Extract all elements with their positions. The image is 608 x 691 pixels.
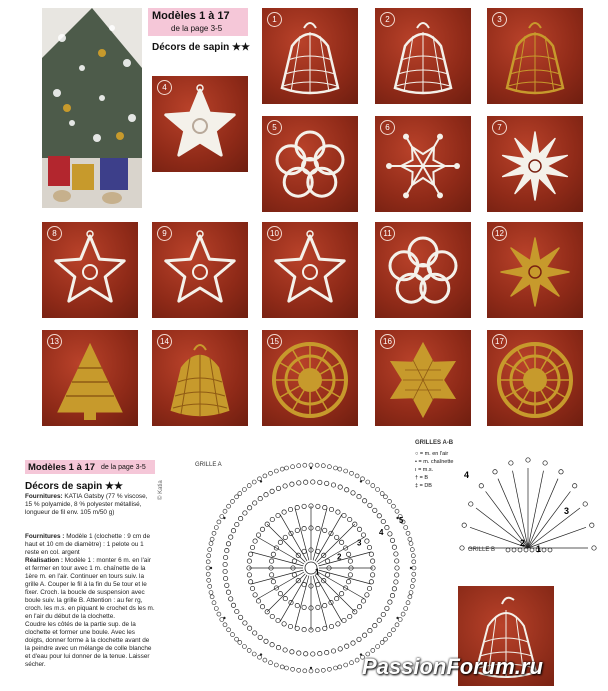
realisation-label: Réalisation : — [25, 557, 63, 564]
ornament-tile — [262, 330, 358, 426]
grille-a-label: GRILLE A — [195, 462, 222, 468]
fournitures2-text: Modèle 1 (clochette : 9 cm de haut et 10 cm de diamètre) : 1 pelote ou 1 reste en col. argent — [25, 533, 151, 556]
tile-number: 12 — [492, 226, 507, 241]
grille-b-round-label: 2 — [520, 538, 526, 548]
tile-number: 9 — [157, 226, 172, 241]
legend-item-tr: † = B — [415, 475, 429, 481]
realisation-paragraph — [25, 557, 155, 621]
ornament-tile — [375, 330, 471, 426]
legend-item-sc: ı = m.s. — [415, 467, 434, 473]
ornament-tile — [42, 222, 138, 318]
finish-text: Coudre les côtés de la partie sup. de la clochette et former une boule. Avec les doigts, donner forme à la clochette avant de la peindre avec un mélange de colle blanche et d'eau pour lui donner de la tenue. Laisser sécher. — [25, 621, 152, 668]
grille-a-round-label: 3 — [357, 538, 362, 548]
grille-b-round-label: 3 — [564, 506, 570, 516]
instructions-title: Modèles 1 à 17 — [28, 462, 96, 473]
legend-item-chain: ○ = m. en l'air — [415, 451, 449, 457]
realisation-text: Modèle 1 : monter 6 m. en l'air et fermer en tour avec 1 m. chaînette de la 1ère m. en l'air. Continuer en tours suiv. la grille A. Couper le fil à la fin du 5e tour et le fixer. Croch. la boucle de suspension avec boule suiv. la grille B. Attention : au fer rg, croch. les m.s. en piquant le crochet ds les m. en l'air du début de la clochette. — [25, 557, 155, 620]
watermark: PassionForum.ru — [362, 654, 543, 679]
fournitures2-paragraph — [25, 533, 155, 557]
ornament-tile — [487, 222, 583, 318]
legend-item-dtr: ‡ = DB — [415, 483, 432, 489]
page-subtitle: de la page 3-5 — [171, 24, 223, 33]
ornament-tile — [262, 116, 358, 212]
grille-a-round-label: 5 — [399, 515, 404, 525]
fournitures-label: Fournitures: — [25, 493, 63, 500]
instructions-subtitle: de la page 3-5 — [101, 464, 146, 471]
grille-a-round-label: 1 — [315, 567, 320, 577]
tile-number: 17 — [492, 334, 507, 349]
ornament-tile — [375, 116, 471, 212]
ornament-tile — [375, 222, 471, 318]
fournitures-paragraph — [25, 493, 155, 517]
tile-number: 6 — [380, 120, 395, 135]
ornament-tile — [375, 8, 471, 104]
tile-number: 13 — [47, 334, 62, 349]
fournitures2-label: Fournitures : — [25, 533, 65, 540]
tile-number: 11 — [380, 226, 395, 241]
side-copyright: © Katia — [158, 480, 164, 500]
tile-number: 5 — [267, 120, 282, 135]
tile-number: 16 — [380, 334, 395, 349]
finish-paragraph — [25, 621, 155, 669]
grille-a-round-label: 4 — [379, 527, 384, 537]
tree-photo-art — [42, 8, 142, 208]
tile-number: 3 — [492, 12, 507, 27]
tile-number: 15 — [267, 334, 282, 349]
page-title: Modèles 1 à 17 — [152, 10, 230, 22]
tile-number: 14 — [157, 334, 172, 349]
legend-title: GRILLES A-B — [415, 440, 454, 446]
grille-a-chart — [176, 440, 446, 690]
tile-number: 7 — [492, 120, 507, 135]
ornament-tile — [487, 8, 583, 104]
page-decor-title: Décors de sapin ★★ — [152, 42, 250, 53]
ornament-tile — [42, 330, 138, 426]
legend-item-slip: • = m. chaînette — [415, 459, 454, 465]
fournitures-text: KATIA Gatsby (77 % viscose, 15 % polyamide, 8 % polyester métallisé, longueur de fil env. 105 m/50 g) — [25, 493, 148, 516]
tile-number: 4 — [157, 80, 172, 95]
tile-number: 10 — [267, 226, 282, 241]
tree-photo — [42, 8, 142, 208]
ornament-tile — [487, 330, 583, 426]
ornament-tile — [262, 8, 358, 104]
ornament-tile — [487, 116, 583, 212]
ornament-tile — [152, 76, 248, 172]
ornament-tile — [262, 222, 358, 318]
grille-a-round-label: 2 — [337, 552, 342, 562]
grille-b-round-label: 4 — [464, 470, 470, 480]
ornament-tile — [152, 222, 248, 318]
tile-number: 2 — [380, 12, 395, 27]
tile-number: 1 — [267, 12, 282, 27]
tile-number: 8 — [47, 226, 62, 241]
grille-b-round-label: 1 — [536, 544, 542, 554]
instructions-decor: Décors de sapin ★★ — [25, 481, 123, 492]
legend-list — [415, 450, 453, 490]
grille-b-label: GRILLE B — [468, 547, 496, 553]
ornament-tile — [152, 330, 248, 426]
